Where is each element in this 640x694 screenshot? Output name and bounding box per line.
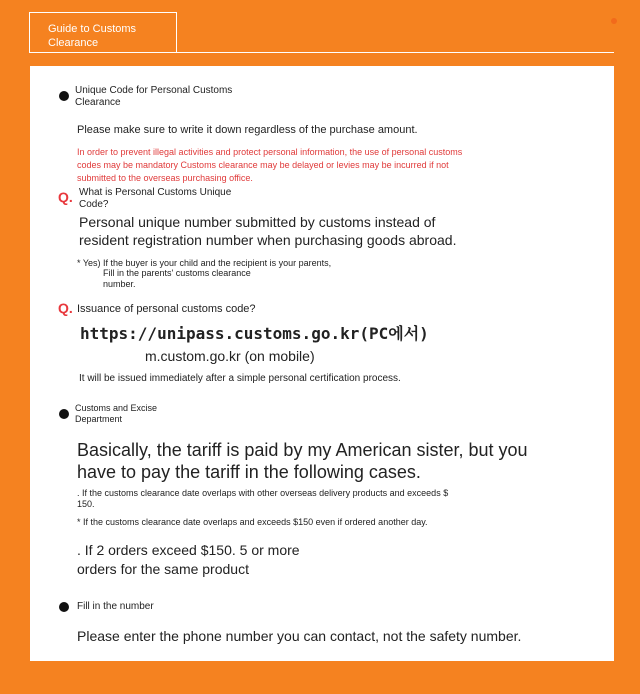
section-title-excise: Customs and Excise Department [75,403,158,424]
excise-lead: Basically, the tariff is paid by my American sister, but you have to pay the tariff in the following cases. [77,440,528,482]
guide-tab-label: Guide to Customs Clearance [48,23,137,49]
q1-question: What is Personal Customs Unique Code? [79,187,232,210]
bullet-icon [59,409,69,419]
q1-footnote-2: Fill in the parents' customs clearance [103,268,251,278]
bullet-icon [59,91,69,101]
case-2: * If the customs clearance date overlaps and exceeds $150 even if ordered another day. [77,517,428,527]
url-pc-link[interactable]: https://unipass.customs.go.kr(PC에서) [80,324,429,343]
url-mobile-link[interactable]: m.custom.go.kr (on mobile) [145,348,315,364]
case-1b: 150. [77,499,95,509]
q2-question: Issuance of personal customs code? [77,303,256,315]
case-1a: . If the customs clearance date overlaps with other overseas delivery products and exceeds $ [77,488,449,498]
number-text: Please enter the phone number you can contact, not the safety number. [77,628,522,644]
code-warning: In order to prevent illegal activities and protect personal information, the use of personal customs codes may be mandatory Customs clearance may be delayed or levies may be incurred if not submitted to the overseas purchasing office. [77,147,463,183]
q1-mark: Q. [58,189,73,205]
header-divider [29,52,614,53]
section-title-number: Fill in the number [77,601,154,612]
q1-answer: Personal unique number submitted by customs instead of resident registration number when purchasing goods abroad. [79,214,457,248]
q2-mark: Q. [58,300,73,316]
q1-footnote-3: number. [103,279,136,289]
section-title-code: Unique Code for Personal Customs Clearance [75,85,233,108]
q2-note: It will be issued immediately after a simple personal certification process. [79,373,401,384]
bullet-icon [59,602,69,612]
case-3b: orders for the same product [77,561,249,577]
corner-dot [611,18,617,24]
code-note: Please make sure to write it down regardless of the purchase amount. [77,124,418,136]
content-panel [30,66,614,661]
q1-footnote-1: * Yes) If the buyer is your child and the recipient is your parents, [77,258,332,268]
guide-tab[interactable] [29,12,177,53]
case-3a: . If 2 orders exceed $150. 5 or more [77,542,300,558]
